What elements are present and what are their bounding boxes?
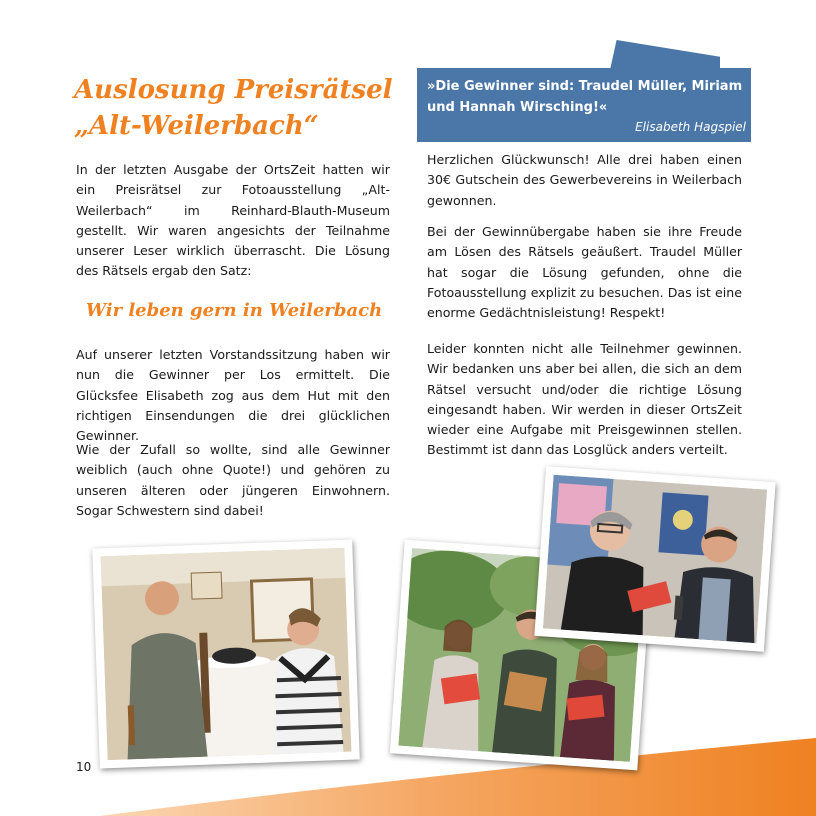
paragraph-winners: Wie der Zufall so wollte, sind alle Gewinner weiblich (auch ohne Quote!) und gehören zu unseren älteren oder jüngeren Einwohnern. Sogar Schwestern sind dabei! [76, 442, 390, 518]
paragraph-intro: In der letzten Ausgabe der OrtsZeit hatten wir ein Preisrätsel zur Fotoausstellung „Alt-Weilerbach“ im Reinhard-Blauth-Museum gestellt. Wir waren angesichts der Teilnahme unserer Leser wirklich überrascht. Die Lösung des Rätsels ergab den Satz: [76, 162, 390, 279]
photo-handover [92, 540, 360, 769]
page-number: 10 [76, 760, 92, 774]
quote-text: »Die Gewinner sind: Traudel Müller, Miriam und Hannah Wirsching!« [427, 79, 743, 115]
paragraph-handover: Bei der Gewinnübergabe haben sie ihre Freude am Lösen des Rätsels geäußert. Traudel Müller hat sogar die Lösung gefunden, ohne die Fotoausstellung explizit zu besuchen. Das ist eine enorme Gedächtnisleistung! Respekt! [427, 224, 742, 321]
article-title [74, 72, 404, 144]
paragraph-thanks: Leider konnten nicht alle Teilnehmer gewinnen. Wir bedanken uns aber bei allen, die sich an dem Rätsel versucht und/oder die richtige Lösung eingesandt haben. Wir werden in dieser OrtsZeit wieder eine Aufgabe mit Preisgewinnen stellen. Bestimmt ist dann das Losglück anders verteilt. [427, 341, 742, 458]
quote-author: Elisabeth Hagspiel [635, 120, 746, 134]
solution-sentence: Wir leben gern in Weilerbach [85, 300, 383, 321]
paragraph-draw: Auf unserer letzten Vorstandssitzung haben wir nun die Gewinner per Los ermittelt. Die Glücksfee Elisabeth zog aus dem Hut mit den richtigen Einsendungen die drei glücklichen Gewinner. [76, 347, 390, 444]
quote-box-tab [610, 40, 720, 70]
title-line-2: „Alt-Weilerbach“ [74, 111, 319, 141]
paragraph-congrats: Herzlichen Glückwunsch! Alle drei haben einen 30€ Gutschein des Gewerbevereins in Weilerbach gewonnen. [427, 152, 742, 208]
photo-senior-winner [534, 466, 775, 652]
photo-senior-winner-image [543, 475, 767, 644]
title-line-1: Auslosung Preisrätsel [74, 75, 393, 105]
photo-handover-image [101, 548, 352, 760]
